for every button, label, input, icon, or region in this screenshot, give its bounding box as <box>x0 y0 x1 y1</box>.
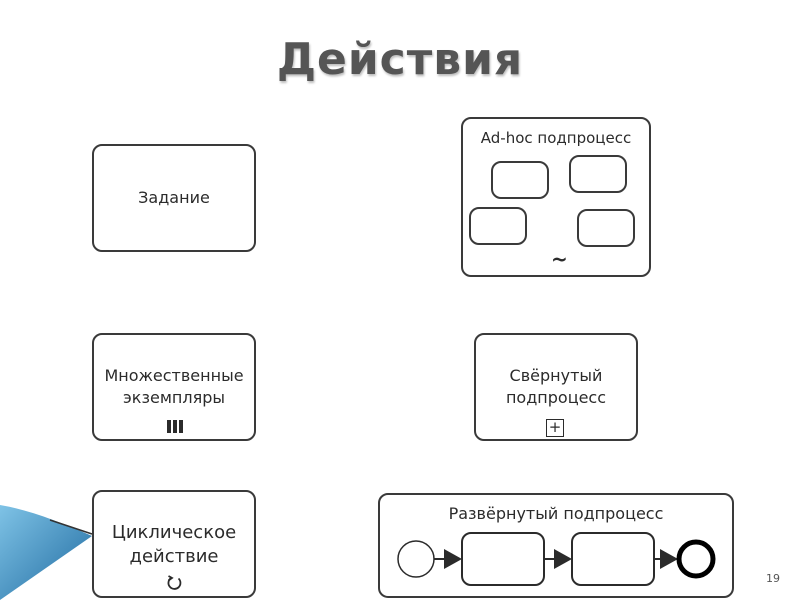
collapsed-label-line2: подпроцесс <box>505 388 607 407</box>
loop-activity-box <box>92 490 256 598</box>
adhoc-inner-task <box>577 209 635 247</box>
adhoc-inner-task <box>491 161 549 199</box>
loop-label-line1: Циклическое <box>111 522 237 543</box>
loop-icon <box>166 574 184 592</box>
multi-instance-label-line1: Множественные <box>104 366 244 385</box>
expanded-subprocess-box <box>378 493 734 598</box>
task-label: Задание <box>138 188 210 207</box>
loop-label-line2: действие <box>129 546 219 567</box>
collapsed-plus-symbol: + <box>548 418 562 436</box>
adhoc-label: Ad-hoc подпроцесс <box>480 129 632 147</box>
page-number: 19 <box>766 572 780 585</box>
expanded-flow <box>380 495 732 596</box>
slide-title: Действия <box>276 34 524 85</box>
decorative-corner-swoosh <box>0 500 100 600</box>
parallel-multi-instance-icon <box>166 419 184 434</box>
adhoc-inner-task <box>569 155 627 193</box>
adhoc-tilde-icon: ~ <box>551 247 568 271</box>
collapsed-label-line1: Свёрнутый <box>509 366 603 385</box>
multi-instance-label-line2: экземпляры <box>123 388 225 407</box>
start-event-icon <box>398 541 434 577</box>
multi-instance-box <box>92 333 256 441</box>
adhoc-inner-task <box>469 207 527 245</box>
collapsed-plus-icon <box>546 419 564 437</box>
expanded-inner-task <box>572 533 654 585</box>
adhoc-subprocess-box <box>461 117 651 277</box>
collapsed-subprocess-box <box>474 333 638 441</box>
task-box <box>92 144 256 252</box>
expanded-label: Развёрнутый подпроцесс <box>448 504 664 523</box>
end-event-icon <box>679 542 713 576</box>
expanded-inner-task <box>462 533 544 585</box>
